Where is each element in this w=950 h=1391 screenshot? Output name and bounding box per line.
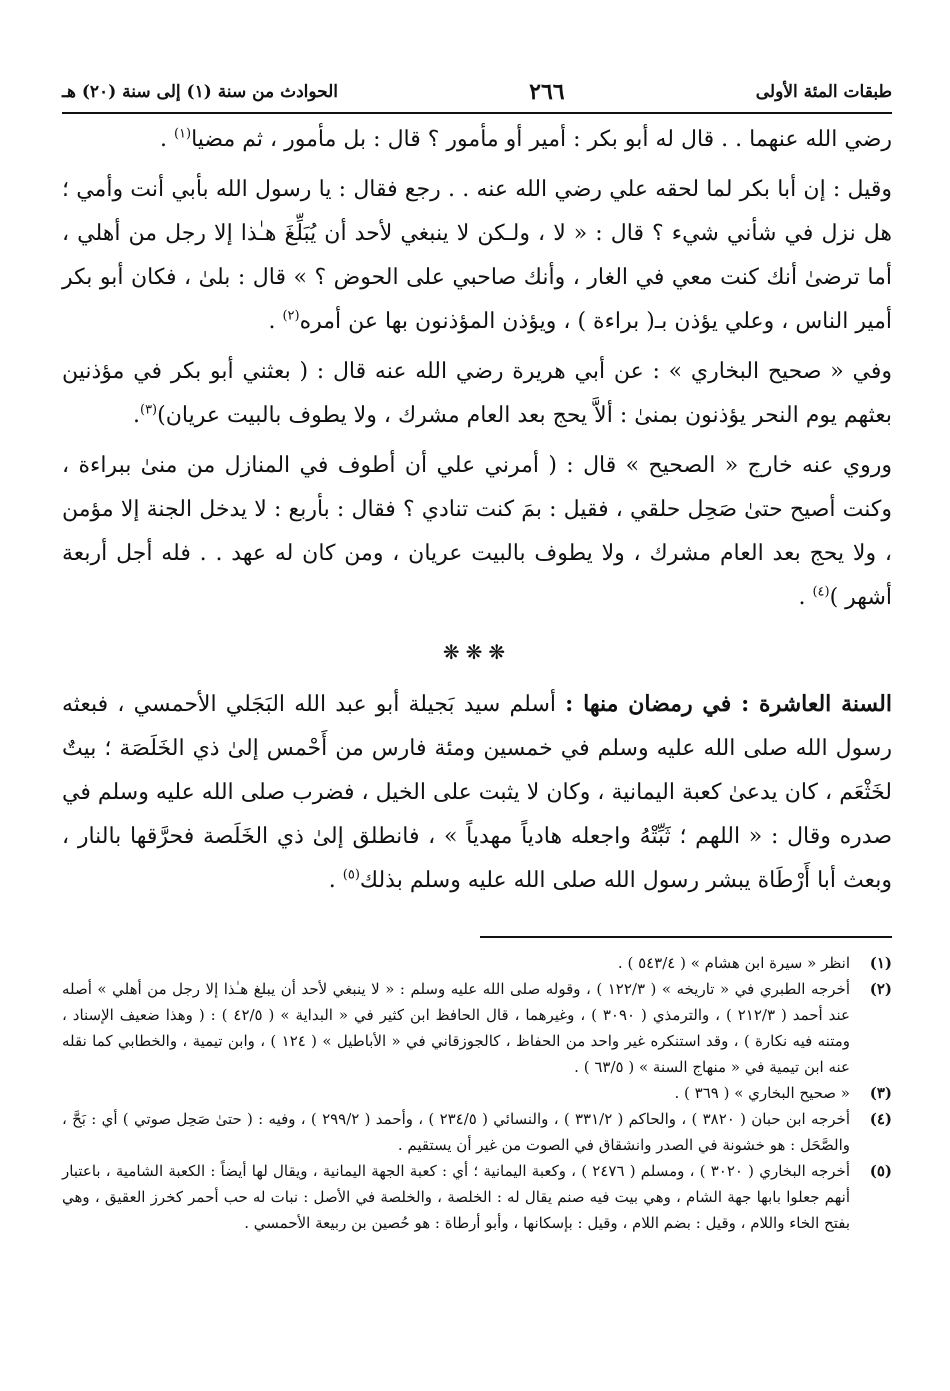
paragraph-text: أسلم سيد بَجيلة أبو عبد الله البَجَلي الأحمسي ، فبعثه رسول الله صلى الله عليه وسلم في خمسين ومئة فارس من أَحْمس إلىٰ ذي الخَلَصَة ؛ بيتٌ لخَثْعَم ، كان يدعىٰ كعبة اليمانية ، وكان لا يثبت على الخيل ، فضرب صلى الله عليه وسلم في صدره وقال : « اللهم ؛ ثَبِّتْهُ واجعله هادياً مهدياً » ، فانطلق إلىٰ ذي الخَلَصة فحرَّقها بالنار ، وبعث أبا أَرْطَاة يبشر رسول الله صلى الله عليه وسلم بذلك — [62, 692, 892, 893]
footnote-text: أخرجه الطبري في « تاريخه » ( ١٢٢/٣ ) ، وقوله صلى الله عليه وسلم : « لا ينبغي لأحد أن يبلغ هـٰذا إلا رجل من أهلي » أصله عند أحمد ( ٢١٢/٣ ) ، والترمذي ( ٣٠٩٠ ) ، وغيرهما ، قال الحافظ ابن كثير في « البداية » ( ٤٢/٥ ) : ( وهذا ضعيف الإسناد ، ومتنه فيه نكارة ) ، وقد استنكره غير واحد من الحفاظ ، كالجوزقاني في « الأباطيل » ( ١٢٤ ) ، وابن تيمية ، والخطابي كما نقله عنه ابن تيمية في « منهاج السنة » ( ٦٣/٥ ) . — [62, 980, 850, 1076]
paragraph — [62, 168, 892, 344]
paragraph — [62, 350, 892, 438]
footnote-text: أخرجه ابن حبان ( ٣٨٢٠ ) ، والحاكم ( ٣٣١/٢ ) ، والنسائي ( ٢٣٤/٥ ) ، وأحمد ( ٢٩٩/٢ ) ، وفيه : ( حتىٰ صَحِل صوتي ) أي : بَحَّ ، والصَّحَل : هو خشونة في الصدر وانشقاق في الصوت من غير أن يستقيم . — [62, 1110, 851, 1154]
footnote-text: انظر « سيرة ابن هشام » ( ٥٤٣/٤ ) . — [617, 954, 850, 972]
page-number: ٢٦٦ — [529, 79, 565, 105]
footnote-number: (٢) — [869, 980, 892, 998]
footnote — [62, 976, 892, 1080]
footnote-text: « صحيح البخاري » ( ٣٦٩ ) . — [674, 1084, 850, 1102]
header-book-title: طبقات المئة الأولى — [755, 82, 892, 102]
footnote-ref[interactable]: (٥) — [342, 867, 360, 883]
paragraph — [62, 682, 892, 903]
paragraph-end: . — [798, 585, 813, 610]
paragraph — [62, 444, 892, 620]
paragraph-text: رضي الله عنهما . . قال له أبو بكر : أمير أو مأمور ؟ قال : بل مأمور ، ثم مضيا — [191, 127, 892, 152]
paragraph-text: وفي « صحيح البخاري » : عن أبي هريرة رضي الله عنه قال : ( بعثني أبو بكر في مؤذنين بعثهم يوم النحر يؤذنون بمنىٰ : ألاَّ يحج بعد العام مشرك ، ولا يطوف بالبيت عريان) — [62, 359, 892, 428]
paragraph-text: وروي عنه خارج « الصحيح » قال : ( أمرني علي أن أطوف في المنازل من منىٰ ببراءة ، وكنت أصيح حتىٰ صَحِل حلقي ، فقيل : بمَ كنت تنادي ؟ فقال : بأربع : لا يدخل الجنة إلا مؤمن ، ولا يحج بعد العام مشرك ، ولا يطوف بالبيت عريان ، ومن كان له عهد . . فله أجل أربعة أشهر ) — [62, 453, 892, 610]
footnote-ref[interactable]: (٣) — [139, 402, 158, 418]
footnote-ref[interactable]: (٢) — [282, 308, 300, 324]
header-section-title: الحوادث من سنة (١) إلى سنة (٢٠) هـ — [62, 82, 339, 102]
footnote — [62, 1158, 892, 1236]
main-text — [62, 118, 892, 909]
footnote-number: (٣) — [869, 1084, 892, 1102]
footnote-ref[interactable]: (٤) — [812, 584, 830, 600]
footnote-divider — [480, 936, 892, 938]
footnote-number: (٥) — [869, 1162, 892, 1180]
footnote-ref[interactable]: (١) — [173, 126, 192, 142]
footnotes — [62, 950, 892, 1236]
paragraph — [62, 118, 892, 162]
paragraph-text: وقيل : إن أبا بكر لما لحقه علي رضي الله عنه . . رجع فقال : يا رسول الله بأبي أنت وأمي ؛ هل نزل في شأني شيء ؟ قال : « لا ، ولـكن لا ينبغي لأحد أن يُبَلِّغَ هـٰذا إلا رجل من أهلي ، أما ترضىٰ أنك كنت معي في الغار ، وأنك صاحبي على الحوض ؟ » قال : بلىٰ ، فكان أبو بكر أمير الناس ، وعلي يؤذن بـ( براءة ) ، ويؤذن المؤذنون بها عن أمره — [62, 177, 892, 334]
running-header — [62, 72, 892, 114]
footnote — [62, 1080, 892, 1106]
section-separator: ❋❋❋ — [442, 640, 512, 664]
footnote-number: (١) — [869, 954, 892, 972]
footnote-number: (٤) — [869, 1110, 892, 1128]
paragraph-end: . — [132, 403, 140, 428]
paragraph-end: . — [159, 127, 174, 152]
footnote — [62, 950, 892, 976]
paragraph-end: . — [328, 868, 343, 893]
paragraph-end: . — [268, 309, 283, 334]
footnote — [62, 1106, 892, 1158]
footnote-text: أخرجه البخاري ( ٣٠٢٠ ) ، ومسلم ( ٢٤٧٦ ) ، وكعبة اليمانية ؛ أي : كعبة الجهة اليمانية ، ويقال لها أيضاً : الكعبة الشامية ، باعتبار أنهم جعلوا بابها جهة الشام ، وهي بيت فيه صنم يقال له : الخلصة ، والخلصة في الأصل : نبات له حب أحمر كخرز العقيق ، وهي بفتح الخاء واللام ، وقيل : بضم اللام ، وقيل : بإسكانها ، وأبو أرطاة : هو حُصين بن ربيعة الأحمسي . — [62, 1162, 850, 1232]
section-heading: السنة العاشرة : في رمضان منها : — [565, 691, 893, 717]
